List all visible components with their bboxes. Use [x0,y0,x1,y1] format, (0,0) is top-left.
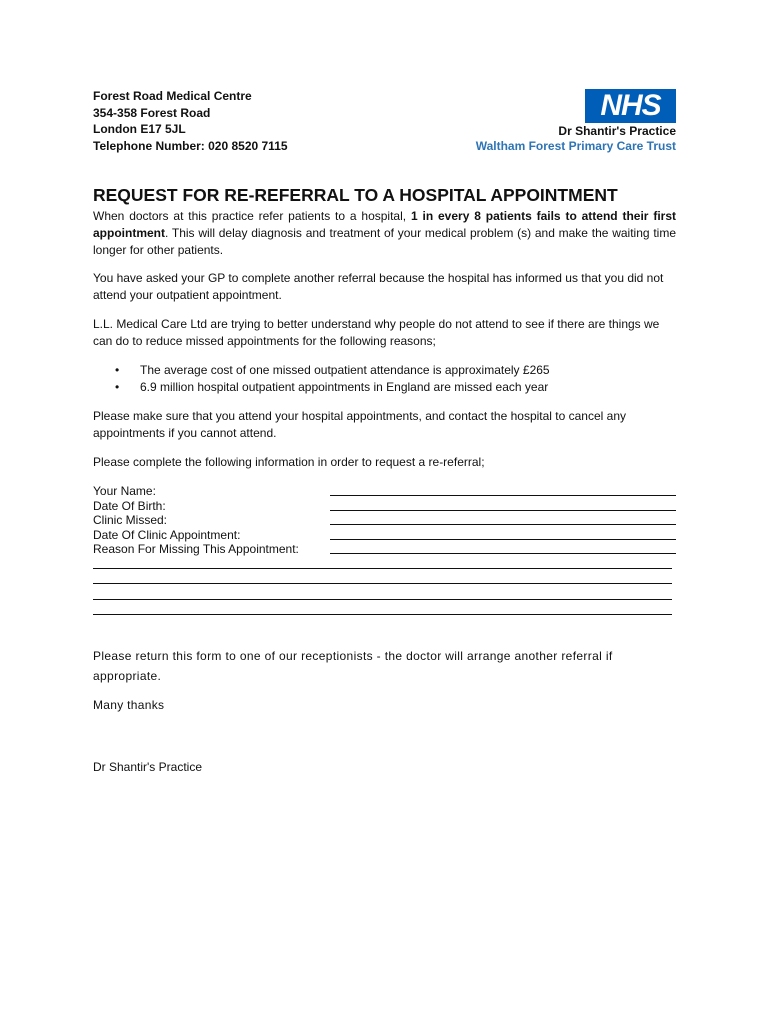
re-referral-form [93,484,678,557]
field-label: Date Of Clinic Appointment: [93,527,241,542]
reason-continuation-line[interactable] [93,568,672,569]
list-item: • 6.9 million hospital outpatient appointments in England are missed each year [93,379,676,396]
address-line: 354-358 Forest Road [93,105,211,120]
form-row-date [93,528,678,543]
reason-continuation-line[interactable] [93,599,672,600]
practice-address [93,88,288,154]
address-line: Telephone Number: 020 8520 7115 [93,138,288,153]
intro-paragraph [93,208,676,259]
appointment-date-field[interactable] [330,539,676,540]
clinic-field[interactable] [330,524,676,525]
reason-continuation-line[interactable] [93,614,672,615]
paragraph-return-form: Please return this form to one of our receptionists - the doctor will arrange another referral if appropriate. [93,649,613,683]
signature-practice: Dr Shantir's Practice [93,760,202,774]
paragraph-attend-appointments: Please make sure that you attend your hospital appointments, and contact the hospital to cancel any appointments if you cannot attend. [93,409,626,440]
form-row-name [93,484,678,499]
intro-bold-text: 1 in every 8 patients fails to attend their first appointment [93,209,676,240]
reasons-list [93,362,676,396]
reason-continuation-line[interactable] [93,583,672,584]
trust-name: Waltham Forest Primary Care Trust [475,139,676,153]
address-line: Forest Road Medical Centre [93,89,252,103]
form-row-clinic [93,513,678,528]
intro-text-end: . This will delay diagnosis and treatment of your medical problem (s) and make the waiting time longer for other patients. [93,226,676,257]
field-label: Date Of Birth: [93,498,166,513]
list-item: • The average cost of one missed outpatient attendance is approximately £265 [93,362,676,379]
paragraph-missed-appointments: L.L. Medical Care Ltd are trying to better understand why people do not attend to see if there are things we can do to reduce missed appointments for the following reasons; [93,317,660,348]
address-line: London E17 5JL [93,122,186,136]
nhs-logo: NHS [585,89,676,123]
paragraph-referral-reason: You have asked your GP to complete another referral because the hospital has informed us that you did not attend your outpatient appointment. [93,271,664,302]
paragraph-complete-form: Please complete the following information in order to request a re-referral; [93,455,485,469]
name-field[interactable] [330,495,676,496]
field-label: Clinic Missed: [93,513,168,528]
field-label: Your Name: [93,484,156,498]
practice-name: Dr Shantir's Practice [558,124,676,138]
document-title: REQUEST FOR RE-REFERRAL TO A HOSPITAL APPOINTMENT [93,185,618,205]
field-label: Reason For Missing This Appointment: [93,542,299,557]
form-row-dob [93,499,678,514]
intro-text: When doctors at this practice refer patients to a hospital, [93,209,411,223]
closing-thanks: Many thanks [93,698,165,712]
reason-field[interactable] [330,553,676,554]
form-row-reason [93,542,678,557]
dob-field[interactable] [330,510,676,511]
